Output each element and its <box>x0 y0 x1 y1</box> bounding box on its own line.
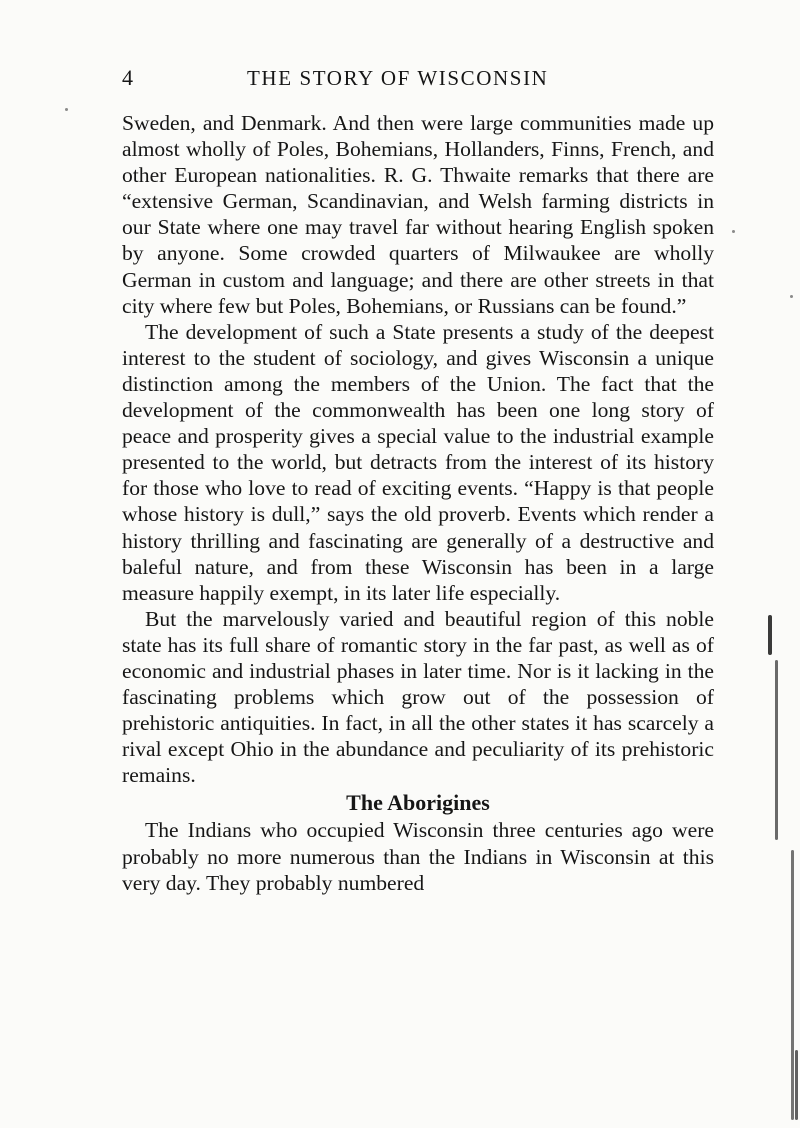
paragraph-romantic-story: But the marvelously varied and beautiful region of this noble state has its full share of romantic story in the far past, as well as of economic and industrial phases in later time. Nor is it lacking in the fascinating problems which grow out of the possession of prehistoric antiquities. In fact, in all the other states it has scarcely a rival except Ohio in the abundance and peculiarity of its prehistoric remains. <box>122 606 714 788</box>
body-text <box>122 110 714 896</box>
scan-edge-mark <box>795 1050 798 1120</box>
scan-edge-mark <box>775 660 778 840</box>
scan-speck <box>790 295 793 298</box>
paragraph-indians: The Indians who occupied Wisconsin three centuries ago were probably no more numerous than the Indians in Wisconsin at this very day. They probably numbered <box>122 818 714 895</box>
section-heading: The Aborigines <box>346 790 490 816</box>
scan-speck <box>65 108 68 111</box>
running-head <box>122 63 714 93</box>
page-number: 4 <box>122 65 133 90</box>
scan-edge-mark <box>791 850 794 1120</box>
scan-speck <box>732 230 735 233</box>
paragraph-development: The development of such a State presents a study of the deepest interest to the student of sociology, and gives Wisconsin a unique distinction among the members of the Union. The fact that the development of the commonwealth has been one long story of peace and prosperity gives a special value to the industrial example presented to the world, but detracts from the interest of its history for those who love to read of exciting events. “Happy is that people whose history is dull,” says the old proverb. Events which render a history thrilling and fascinating are generally of a destructive and baleful nature, and from these Wisconsin has been in a large measure happily exempt, in its later life especially. <box>122 319 714 605</box>
running-title: THE STORY OF WISCONSIN <box>247 66 549 90</box>
paragraph-continuation: Sweden, and Denmark. And then were large communities made up almost wholly of Poles, Bohemians, Hollanders, Finns, French, and other European nationalities. R. G. Thwaite remarks that there are “extensive German, Scandinavian, and Welsh farming districts in our State where one may travel far without hearing English spoken by anyone. Some crowded quarters of Milwaukee are wholly German in custom and language; and there are other streets in that city where few but Poles, Bohemians, or Russians can be found.” <box>122 111 714 318</box>
scan-edge-mark <box>768 615 772 655</box>
